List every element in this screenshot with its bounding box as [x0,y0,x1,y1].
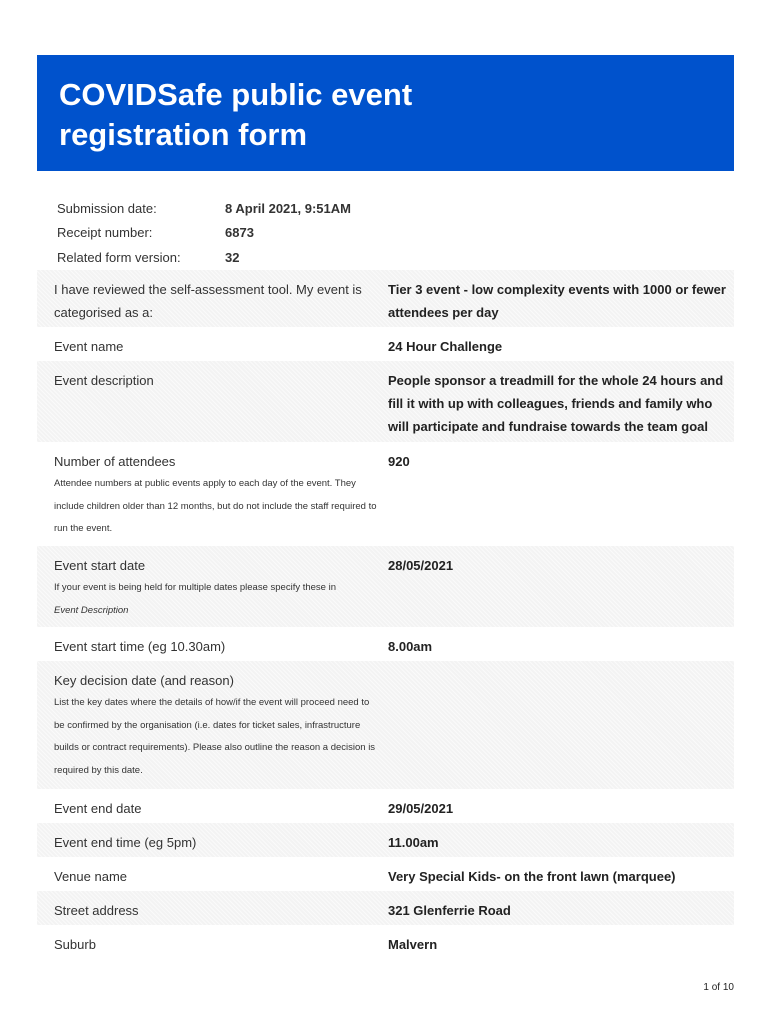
field-value-cell [388,661,734,789]
submission-date-row [57,196,617,221]
field-value-cell [388,925,734,959]
suburb-value: Malvern [388,937,438,952]
form-title-line2: registration form [59,117,308,152]
field-row-event-name [37,327,734,361]
venue-value: Very Special Kids- on the front lawn (marquee) [388,869,676,884]
field-row-venue [37,857,734,891]
form-version-row [57,245,617,270]
form-fields [37,270,734,959]
form-title [59,75,712,155]
form-version-value: 32 [225,249,240,265]
street-label: Street address [54,903,139,918]
start-date-hint [54,577,382,622]
form-title-line1: COVIDSafe public event [59,77,413,112]
field-label-cell [37,891,388,925]
page-number: 1 of 10 [703,982,734,993]
field-value-cell [388,891,734,925]
field-label-cell [37,823,388,857]
submission-date-value: 8 April 2021, 9:51AM [225,200,351,216]
field-value-cell [388,789,734,823]
start-time-label: Event start time (eg 10.30am) [54,639,226,654]
submission-date-label: Submission date: [57,200,157,216]
field-row-attendees [37,442,734,546]
key-decision-hint: List the key dates where the details of how/if the event will proceed need to be confirmed by the organisation (i.e. dates for ticket sales, infrastructure builds or contract requirements). Please also outline the reason a decision is required by this date. [54,697,376,776]
field-row-category [37,270,734,327]
field-label-cell [37,661,388,789]
field-row-end-date [37,789,734,823]
start-date-hint-emphasis: Event Description [54,604,129,616]
event-name-value: 24 Hour Challenge [388,339,503,354]
event-name-label: Event name [54,339,124,354]
submission-meta [57,196,617,270]
field-row-start-time [37,627,734,661]
field-row-street [37,891,734,925]
field-label-cell [37,442,388,546]
start-time-value: 8.00am [388,639,433,654]
category-label: I have reviewed the self-assessment tool. My event is categorised as a: [54,282,362,320]
end-date-value: 29/05/2021 [388,801,454,816]
key-decision-label: Key decision date (and reason) [54,673,234,688]
venue-label: Venue name [54,869,128,884]
event-description-value: People sponsor a treadmill for the whole 24 hours and fill it with up with colleagues, friends and family who will participate and fundraise towards the team goal [388,373,724,434]
field-label-cell [37,857,388,891]
start-date-hint-text: If your event is being held for multiple dates please specify these in [54,582,336,593]
field-value-cell [388,327,734,361]
field-label-cell [37,327,388,361]
field-row-end-time [37,823,734,857]
event-description-label: Event description [54,373,154,388]
category-value: Tier 3 event - low complexity events with 1000 or fewer attendees per day [388,282,726,320]
start-date-label: Event start date [54,558,146,573]
field-label-cell [37,925,388,959]
attendees-value: 920 [388,454,410,469]
street-value: 321 Glenferrie Road [388,903,511,918]
field-label-cell [37,789,388,823]
field-value-cell [388,823,734,857]
field-label-cell [37,627,388,661]
field-value-cell [388,361,734,442]
attendees-hint: Attendee numbers at public events apply to each day of the event. They include children older than 12 months, but do not include the staff required to run the event. [54,478,377,534]
receipt-number-label: Receipt number: [57,225,153,241]
field-value-cell [388,270,734,327]
attendees-label: Number of attendees [54,454,176,469]
field-row-start-date [37,546,734,627]
field-row-key-decision [37,661,734,789]
receipt-number-value: 6873 [225,225,254,241]
form-header [37,55,734,171]
start-date-value: 28/05/2021 [388,558,454,573]
field-value-cell [388,546,734,627]
field-value-cell [388,627,734,661]
field-label-cell [37,361,388,442]
form-version-label: Related form version: [57,249,181,265]
field-row-event-description [37,361,734,442]
suburb-label: Suburb [54,937,96,952]
field-value-cell [388,857,734,891]
receipt-number-row [57,221,617,246]
end-date-label: Event end date [54,801,142,816]
end-time-value: 11.00am [388,835,439,850]
field-value-cell [388,442,734,546]
field-label-cell [37,546,388,627]
field-label-cell [37,270,388,327]
field-row-suburb [37,925,734,959]
end-time-label: Event end time (eg 5pm) [54,835,197,850]
